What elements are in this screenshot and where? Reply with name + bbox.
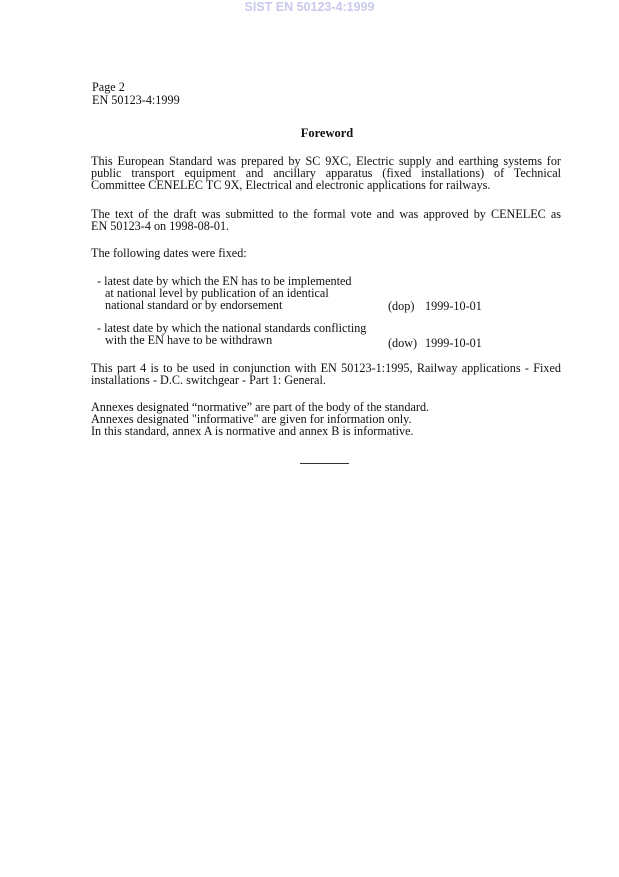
- date-code: (dow): [388, 336, 418, 350]
- end-rule: [300, 463, 349, 464]
- paragraph-line: installations - D.C. switchgear - Part 1: General.: [91, 373, 326, 387]
- date-code: (dop): [388, 299, 415, 313]
- date-value: 1999-10-01: [425, 336, 482, 350]
- paragraph-line: The text of the draft was submitted to the formal vote and was approved by CENELEC as: [91, 207, 561, 221]
- paragraph-line: This part 4 is to be used in conjunction with EN 50123-1:1995, Railway applications - Fixed: [91, 361, 561, 375]
- page-title: Foreword: [300, 126, 354, 140]
- paragraph-line: Annexes designated "informative" are given for information only.: [91, 412, 412, 426]
- dates-intro: The following dates were fixed:: [91, 246, 247, 260]
- date-item-line: with the EN have to be withdrawn: [105, 333, 273, 347]
- date-item-line: - latest date by which the EN has to be implemented: [97, 274, 352, 288]
- page-number: Page 2: [92, 80, 125, 94]
- paragraph-line: This European Standard was prepared by SC 9XC, Electric supply and earthing systems for: [91, 154, 561, 168]
- date-item-line: at national level by publication of an identical: [105, 286, 329, 300]
- paragraph-line: Annexes designated “normative” are part of the body of the standard.: [91, 400, 430, 414]
- date-value: 1999-10-01: [425, 299, 482, 313]
- document-id: EN 50123-4:1999: [92, 93, 180, 107]
- paragraph-line: Committee CENELEC TC 9X, Electrical and electronic applications for railways.: [91, 178, 491, 192]
- date-item-line: - latest date by which the national standards conflicting: [97, 321, 367, 335]
- paragraph-line: EN 50123-4 on 1998-08-01.: [91, 219, 230, 233]
- paragraph-line: public transport equipment and ancillary apparatus (fixed installations) of Technical: [91, 166, 561, 180]
- date-item-line: national standard or by endorsement: [105, 298, 283, 312]
- watermark: SIST EN 50123-4:1999: [244, 0, 375, 14]
- paragraph-line: In this standard, annex A is normative and annex B is informative.: [91, 424, 414, 438]
